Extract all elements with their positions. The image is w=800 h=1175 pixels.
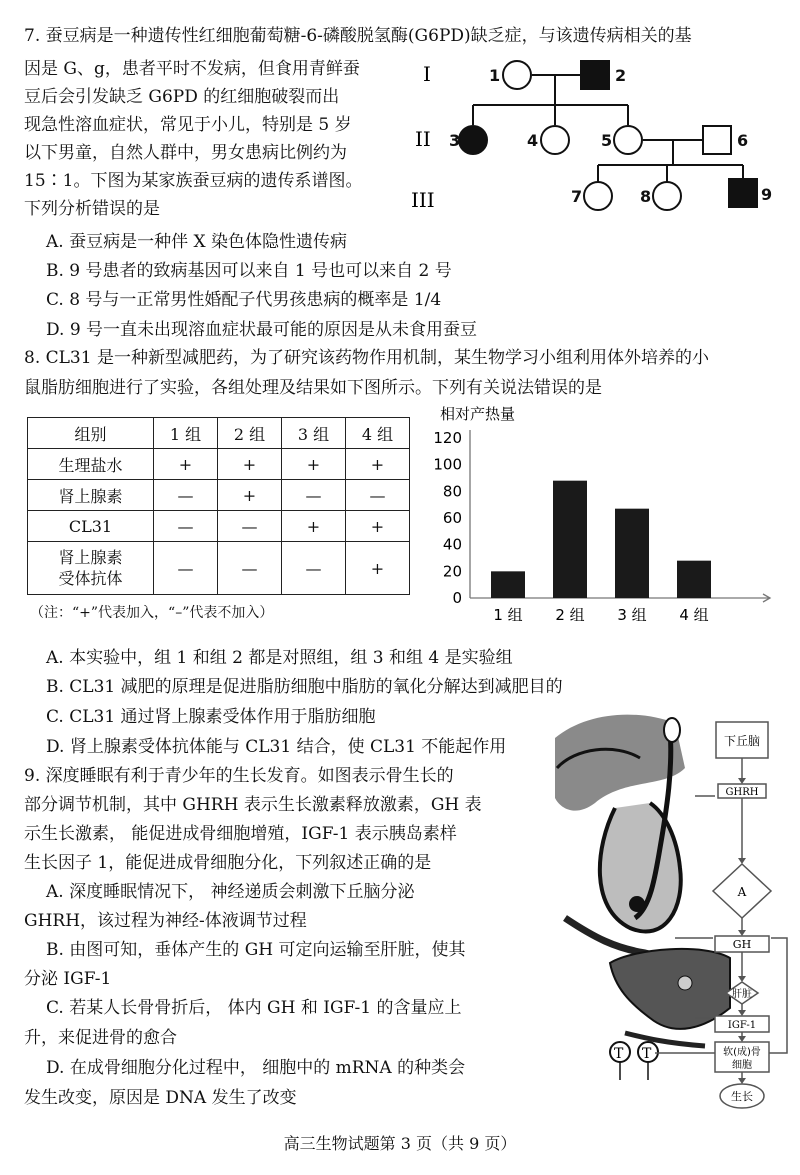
individual-9 [729,179,757,207]
generation-label-3: III [411,188,435,212]
table-cell: + [154,449,218,480]
table-note: （注：“+”代表加入，“–”代表不加入） [30,605,274,621]
table-cell: — [282,542,346,595]
q8-option-c[interactable]: C. CL31 通过肾上腺素受体作用于脂肪细胞 [46,707,376,727]
table-cell: + [346,511,410,542]
q9-stem-line-3: 示生长激素， 能促进成骨细胞增殖，IGF-1 表示胰岛素样 [24,824,457,844]
x-tick-label: 2 组 [555,606,585,624]
q9-option-b-line-2[interactable]: 分泌 IGF-1 [24,969,112,989]
x-tick-label: 1 组 [493,606,523,624]
q9-option-d-line-1[interactable]: D. 在成骨细胞分化过程中， 细胞中的 mRNA 的种类会 [46,1058,466,1078]
label-8: 8 [640,187,652,206]
table-cell: — [218,542,282,595]
q7-stem-line-7: 下列分析错误的是 [24,199,160,219]
igf-label: IGF-1 [727,1020,757,1031]
table-header-row [28,418,410,449]
label-line: 受体抗体 [58,569,123,588]
pituitary-cell [629,896,645,912]
table-cell: + [346,449,410,480]
label-line: 肾上腺素 [58,548,123,567]
svg-text:T: T [642,1046,652,1062]
x-tick-label: 4 组 [679,606,709,624]
table-header-cell: 4 组 [346,418,410,449]
table-cell: + [282,449,346,480]
q8-option-d[interactable]: D. 肾上腺素受体抗体能与 CL31 结合，使 CL31 不能起作用 [46,737,507,757]
q9-option-c-line-1[interactable]: C. 若某人长骨骨折后， 体内 GH 和 IGF-1 的含量应上 [46,998,462,1018]
bar [491,571,525,598]
table-cell: + [346,542,410,595]
y-axis-label: 相对产热量 [440,405,516,423]
q7-stem-line-4: 现急性溶血症状，常见于小儿，特别是 5 岁 [24,115,352,135]
t-marker [638,1042,658,1062]
individual-5 [614,126,642,154]
table-row-label: CL31 [28,511,154,542]
page-footer: 高三生物试题第 3 页（共 9 页） [283,1134,517,1153]
y-tick-label: 120 [433,429,462,447]
hypothalamus-label: 下丘脑 [723,734,761,748]
table-header-cell: 组别 [28,418,154,449]
y-tick-label: 0 [452,589,462,607]
label-3: 3 [449,131,461,150]
q9-stem-line-1: 9. 深度睡眠有利于青少年的生长发育。如图表示骨生长的 [24,766,454,786]
bone-growth-diagram [555,708,795,1113]
q9-stem-line-4: 生长因子 1，能促进成骨细胞分化，下列叙述正确的是 [24,853,432,873]
gh-label: GH [732,938,752,951]
table-row-label: 肾上腺素 [28,480,154,511]
a-label: A [737,885,747,899]
table-row [28,511,410,542]
q7-stem-line-3: 豆后会引发缺乏 G6PD 的红细胞破裂而出 [24,87,340,107]
q7-option-d[interactable]: D. 9 号一直未出现溶血症状最可能的原因是从未食用蚕豆 [46,320,478,340]
table-cell: — [282,480,346,511]
table-cell: — [154,480,218,511]
table-cell: + [218,480,282,511]
q7-option-b[interactable]: B. 9 号患者的致病基因可以来自 1 号也可以来自 2 号 [46,261,452,281]
cartilage-label-2: 细胞 [732,1060,752,1071]
q9-option-a-line-2[interactable]: GHRH，该过程为神经-体液调节过程 [24,911,307,931]
svg-text:T: T [614,1046,624,1062]
generation-label-1: I [423,62,431,86]
individual-2 [581,61,609,89]
table-row-label [28,542,154,595]
individual-6 [703,126,731,154]
q7-stem-line-1: 7. 蚕豆病是一种遗传性红细胞葡萄糖-6-磷酸脱氢酶(G6PD)缺乏症，与该遗传病相关的基 [24,26,692,46]
table-row [28,480,410,511]
liver-cell [678,976,692,990]
table-cell: + [218,449,282,480]
label-9: 9 [761,185,773,204]
t-marker [610,1042,630,1062]
q8-stem-line-1: 8. CL31 是一种新型减肥药，为了研究该药物作用机制，某生物学习小组利用体外培养的小 [24,348,709,368]
table-cell: + [282,511,346,542]
individual-3 [459,126,487,154]
hypothalamus-neuron [664,718,680,742]
q9-stem-line-2: 部分调节机制，其中 GHRH 表示生长激素释放激素，GH 表 [24,795,482,815]
q7-option-c[interactable]: C. 8 号与一正常男性婚配子代男孩患病的概率是 1/4 [46,290,442,310]
individual-4 [541,126,569,154]
table-cell: — [154,511,218,542]
table-cell: — [154,542,218,595]
heat-production-bar-chart [430,405,780,633]
x-tick-label: 3 组 [617,606,647,624]
q8-option-b[interactable]: B. CL31 减肥的原理是促进脂肪细胞中脂肪的氧化分解达到减肥目的 [46,677,563,697]
cartilage-label-1: 软(成)骨 [723,1047,761,1058]
q7-stem-line-5: 以下男童，自然人群中，男女患病比例约为 [24,143,347,163]
q7-stem-line-2: 因是 G、g，患者平时不发病，但食用青鲜蚕 [24,59,360,79]
individual-7 [584,182,612,210]
bar [553,481,587,598]
q9-option-a-line-1[interactable]: A. 深度睡眠情况下， 神经递质会刺激下丘脑分泌 [46,882,415,902]
label-1: 1 [489,66,501,85]
y-tick-label: 100 [433,455,462,474]
individual-8 [653,182,681,210]
table-header-cell: 1 组 [154,418,218,449]
q7-option-a[interactable]: A. 蚕豆病是一种伴 X 染色体隐性遗传病 [46,232,347,252]
table-cell: — [346,480,410,511]
y-tick-label: 40 [442,535,462,554]
pedigree-chart [405,55,785,225]
bar [677,561,711,598]
table-row [28,449,410,480]
label-5: 5 [601,131,613,150]
table-row [28,542,410,595]
label-7: 7 [571,187,583,206]
liver-label: 肝脏 [732,989,752,1000]
bar [615,509,649,598]
individual-1 [503,61,531,89]
y-tick-label: 80 [442,482,462,501]
generation-label-2: II [415,127,431,151]
q9-option-c-line-2[interactable]: 升，来促进骨的愈合 [24,1028,177,1048]
table-header-cell: 3 组 [282,418,346,449]
table-header-cell: 2 组 [218,418,282,449]
label-2: 2 [615,66,627,85]
table-cell: — [218,511,282,542]
q9-option-d-line-2[interactable]: 发生改变，原因是 DNA 发生了改变 [24,1088,297,1108]
ghrh-label: GHRH [725,787,759,798]
y-tick-label: 20 [442,562,462,581]
growth-label: 生长 [731,1090,753,1103]
q9-option-b-line-1[interactable]: B. 由图可知，垂体产生的 GH 可定向运输至肝脏，使其 [46,940,466,960]
q7-stem-line-6: 15∶1。下图为某家族蚕豆病的遗传系谱图。 [24,171,363,191]
y-tick-label: 60 [442,509,462,527]
q8-stem-line-2: 鼠脂肪细胞进行了实验，各组处理及结果如下图所示。下列有关说法错误的是 [24,378,602,398]
q8-option-a[interactable]: A. 本实验中，组 1 和组 2 都是对照组，组 3 和组 4 是实验组 [46,648,513,668]
table-row-label: 生理盐水 [28,449,154,480]
treatment-table [27,417,410,595]
label-6: 6 [737,131,749,150]
label-4: 4 [527,131,539,150]
